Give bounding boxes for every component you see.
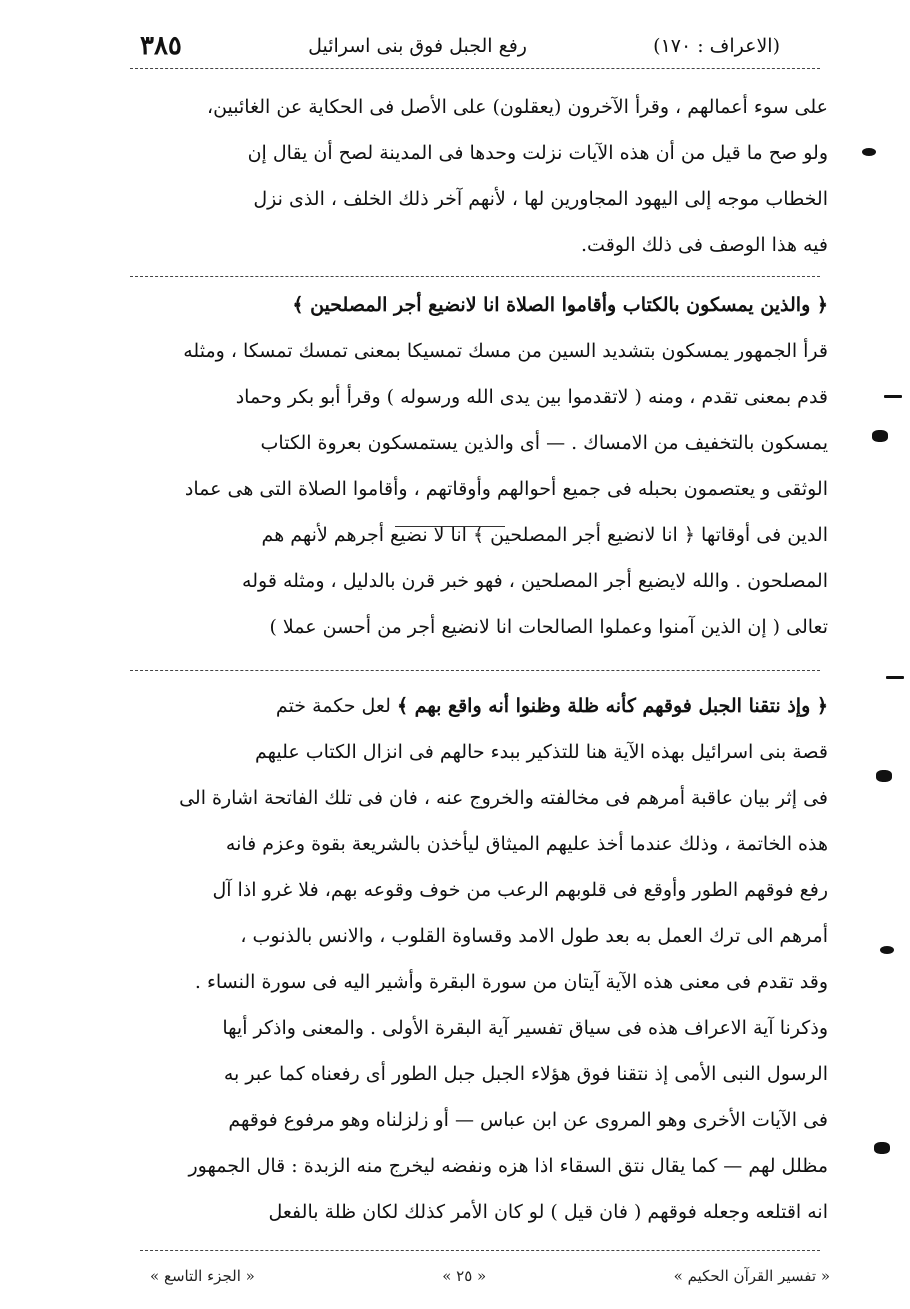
text-line: الوثقى و يعتصمون بحبله فى جميع أحوالهم وأوقاتهم ، وأقاموا الصلاة التى هى عماد	[184, 478, 828, 500]
margin-mark	[874, 1142, 890, 1154]
text-line: انه اقتلعه وجعله فوقهم ( فان قيل ) لو كان الأمر كذلك لكان ظلة بالفعل	[268, 1201, 828, 1223]
margin-underline	[395, 526, 505, 527]
text-line: تعالى ( إن الذين آمنوا وعملوا الصالحات انا لانضيع أجر من أحسن عملا )	[269, 616, 828, 638]
margin-mark	[862, 148, 876, 156]
paragraph-2	[128, 282, 828, 650]
margin-mark	[884, 395, 902, 398]
text-line: الرسول النبى الأمى إذ نتقنا فوق هؤلاء الجبل جبل الطور أى رفعناه كما عبر به	[223, 1063, 828, 1085]
section-divider	[130, 276, 820, 277]
margin-mark	[876, 770, 892, 782]
section-title: رفع الجبل فوق بنى اسرائيل	[308, 35, 527, 57]
text-line: وقد تقدم فى معنى هذه الآية آيتان من سورة البقرة وأشير اليه فى سورة النساء .	[194, 971, 828, 993]
signature-number: « ٢٥ »	[442, 1267, 487, 1285]
quranic-verse: ﴿ والذين يمسكون بالكتاب وأقاموا الصلاة انا لانضيع أجر المصلحين ﴾	[292, 294, 828, 316]
text-line: قرأ الجمهور يمسكون بتشديد السين من مسك تمسيكا بمعنى تمسك تمسكا ، ومثله	[183, 340, 828, 362]
text-line: مظلل لهم — كما يقال نتق السقاء اذا هزه ونفضه ليخرج منه الزبدة : قال الجمهور	[188, 1155, 828, 1177]
text-line: يمسكون بالتخفيف من الامساك . — أى والذين يستمسكون بعروة الكتاب	[260, 432, 828, 454]
text-line: أمرهم الى ترك العمل به بعد طول الامد وقساوة القلوب ، والانس بالذنوب ،	[240, 925, 828, 947]
margin-mark	[872, 430, 888, 442]
paragraph-1	[128, 84, 828, 268]
text-line: الدين فى أوقاتها ﴿ انا لانضيع أجر المصلحين ﴾ انا لا نضيع أجرهم لأنهم هم	[261, 524, 828, 546]
chapter-reference: (الاعراف : ١٧٠)	[653, 35, 780, 57]
page-number: ٣٨٥	[140, 31, 182, 61]
text-line: هذه الخاتمة ، وذلك عندما أخذ عليهم الميثاق ليأخذن بالشريعة بقوة وعزم فانه	[225, 833, 828, 855]
text-line: فى الآيات الأخرى وهو المروى عن ابن عباس — أو زلزلناه وهو مرفوع فوقهم	[228, 1109, 828, 1131]
text-line: ولو صح ما قيل من أن هذه الآيات نزلت وحدها فى المدينة لصح أن يقال إن	[247, 142, 828, 164]
text-line: فى إثر بيان عاقبة أمرهم فى مخالفته والخروج عنه ، فان فى تلك الفاتحة اشارة الى	[179, 787, 828, 809]
text-line: على سوء أعمالهم ، وقرأ الآخرون (يعقلون) على الأصل فى الحكاية عن الغائبين،	[206, 96, 828, 118]
text-line: المصلحون . والله لايضيع أجر المصلحين ، فهو خبر قرن بالدليل ، ومثله قوله	[242, 570, 828, 592]
margin-mark	[880, 946, 894, 954]
verse-line	[128, 683, 828, 729]
text-line: وذكرنا آية الاعراف هذه فى سياق تفسير آية البقرة الأولى . والمعنى واذكر أيها	[222, 1017, 828, 1039]
section-divider	[130, 670, 820, 671]
text-line: فيه هذا الوصف فى ذلك الوقت.	[581, 234, 828, 256]
page-footer	[150, 1262, 830, 1290]
footer-rule	[140, 1250, 820, 1251]
header-rule	[130, 68, 820, 69]
paragraph-3	[128, 683, 828, 1235]
text-line: قصة بنى اسرائيل بهذه الآية هنا للتذكير ببدء حالهم فى انزال الكتاب عليهم	[254, 741, 828, 763]
verse-continuation: لعل حكمة ختم	[275, 695, 391, 717]
book-title: « تفسير القرآن الحكيم »	[673, 1267, 830, 1285]
part-label: « الجزء التاسع »	[150, 1267, 255, 1285]
margin-mark	[886, 676, 904, 679]
text-line: قدم بمعنى تقدم ، ومنه ( لاتقدموا بين يدى الله ورسوله ) وقرأ أبو بكر وحماد	[235, 386, 828, 408]
quranic-verse: ﴿ وإذ نتقنا الجبل فوقهم كأنه ظلة وظنوا أنه واقع بهم ﴾	[396, 695, 828, 717]
running-header	[140, 26, 780, 66]
text-line: الخطاب موجه إلى اليهود المجاورين لها ، لأنهم آخر ذلك الخلف ، الذى نزل	[253, 188, 828, 210]
text-line: رفع فوقهم الطور وأوقع فى قلوبهم الرعب من خوف وقوعه بهم، فلا غرو اذا آل	[212, 879, 828, 901]
